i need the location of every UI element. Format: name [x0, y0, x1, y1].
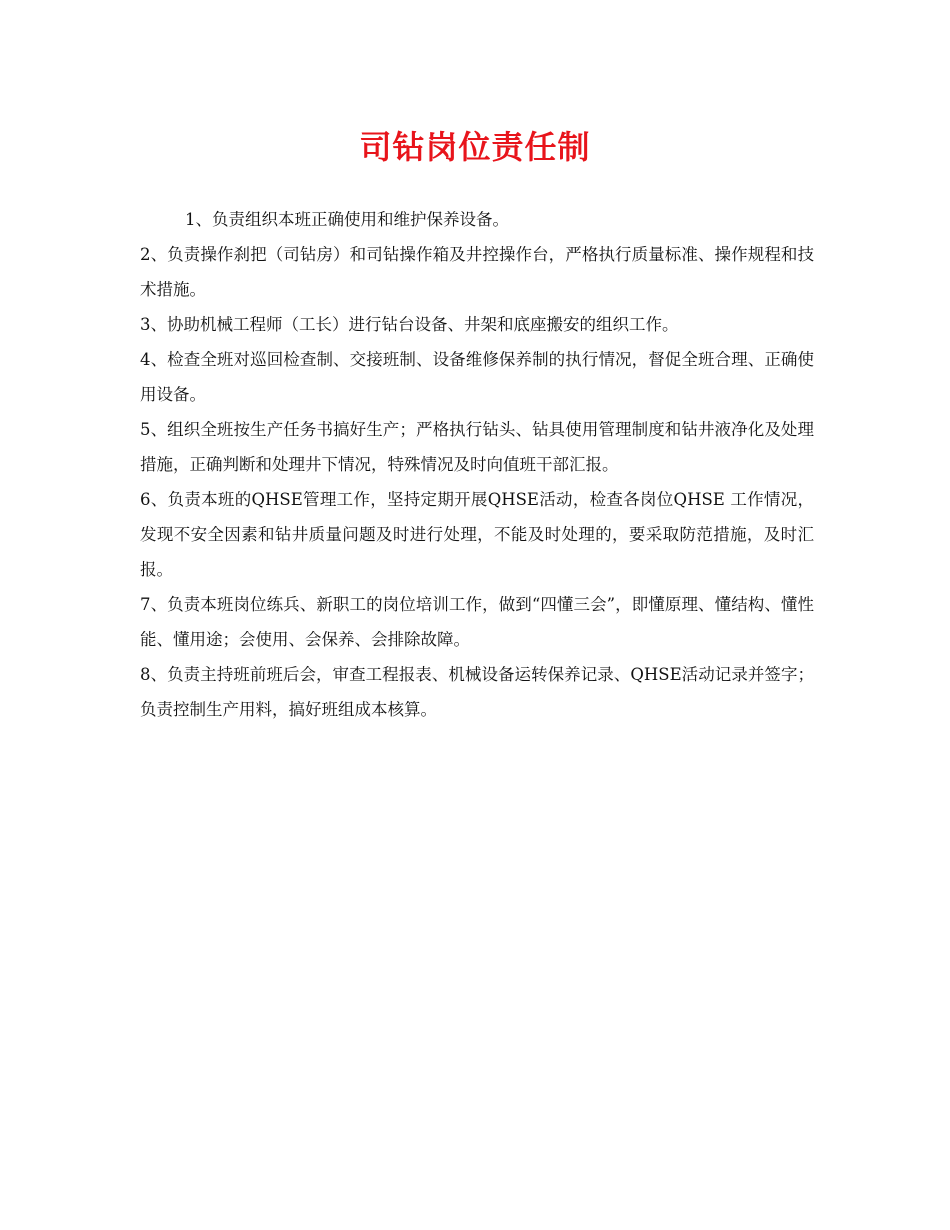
clause-6: 6、负责本班的QHSE管理工作，坚持定期开展QHSE活动，检查各岗位QHSE 工作情况，发现不安全因素和钻井质量问题及时进行处理，不能及时处理的，要采取防范措施，及时汇报。	[140, 490, 814, 579]
clause-4: 4、检查全班对巡回检查制、交接班制、设备维修保养制的执行情况，督促全班合理、正确使用设备。	[140, 350, 814, 404]
document-title: 司钻岗位责任制	[359, 128, 591, 166]
clause-5: 5、组织全班按生产任务书搞好生产；严格执行钻头、钻具使用管理制度和钻井液净化及处理措施，正确判断和处理井下情况，特殊情况及时向值班干部汇报。	[140, 420, 814, 474]
clause-1: 1、负责组织本班正确使用和维护保养设备。	[185, 210, 509, 229]
clause-8: 8、负责主持班前班后会，审查工程报表、机械设备运转保养记录、QHSE活动记录并签字；负责控制生产用料，搞好班组成本核算。	[140, 665, 814, 719]
clause-7: 7、负责本班岗位练兵、新职工的岗位培训工作，做到“四懂三会”，即懂原理、懂结构、懂性能、懂用途；会使用、会保养、会排除故障。	[140, 595, 814, 649]
document-body	[140, 202, 814, 727]
clause-3: 3、协助机械工程师（工长）进行钻台设备、井架和底座搬安的组织工作。	[140, 315, 679, 334]
clause-2: 2、负责操作刹把（司钻房）和司钻操作箱及井控操作台，严格执行质量标准、操作规程和技术措施。	[140, 245, 814, 299]
